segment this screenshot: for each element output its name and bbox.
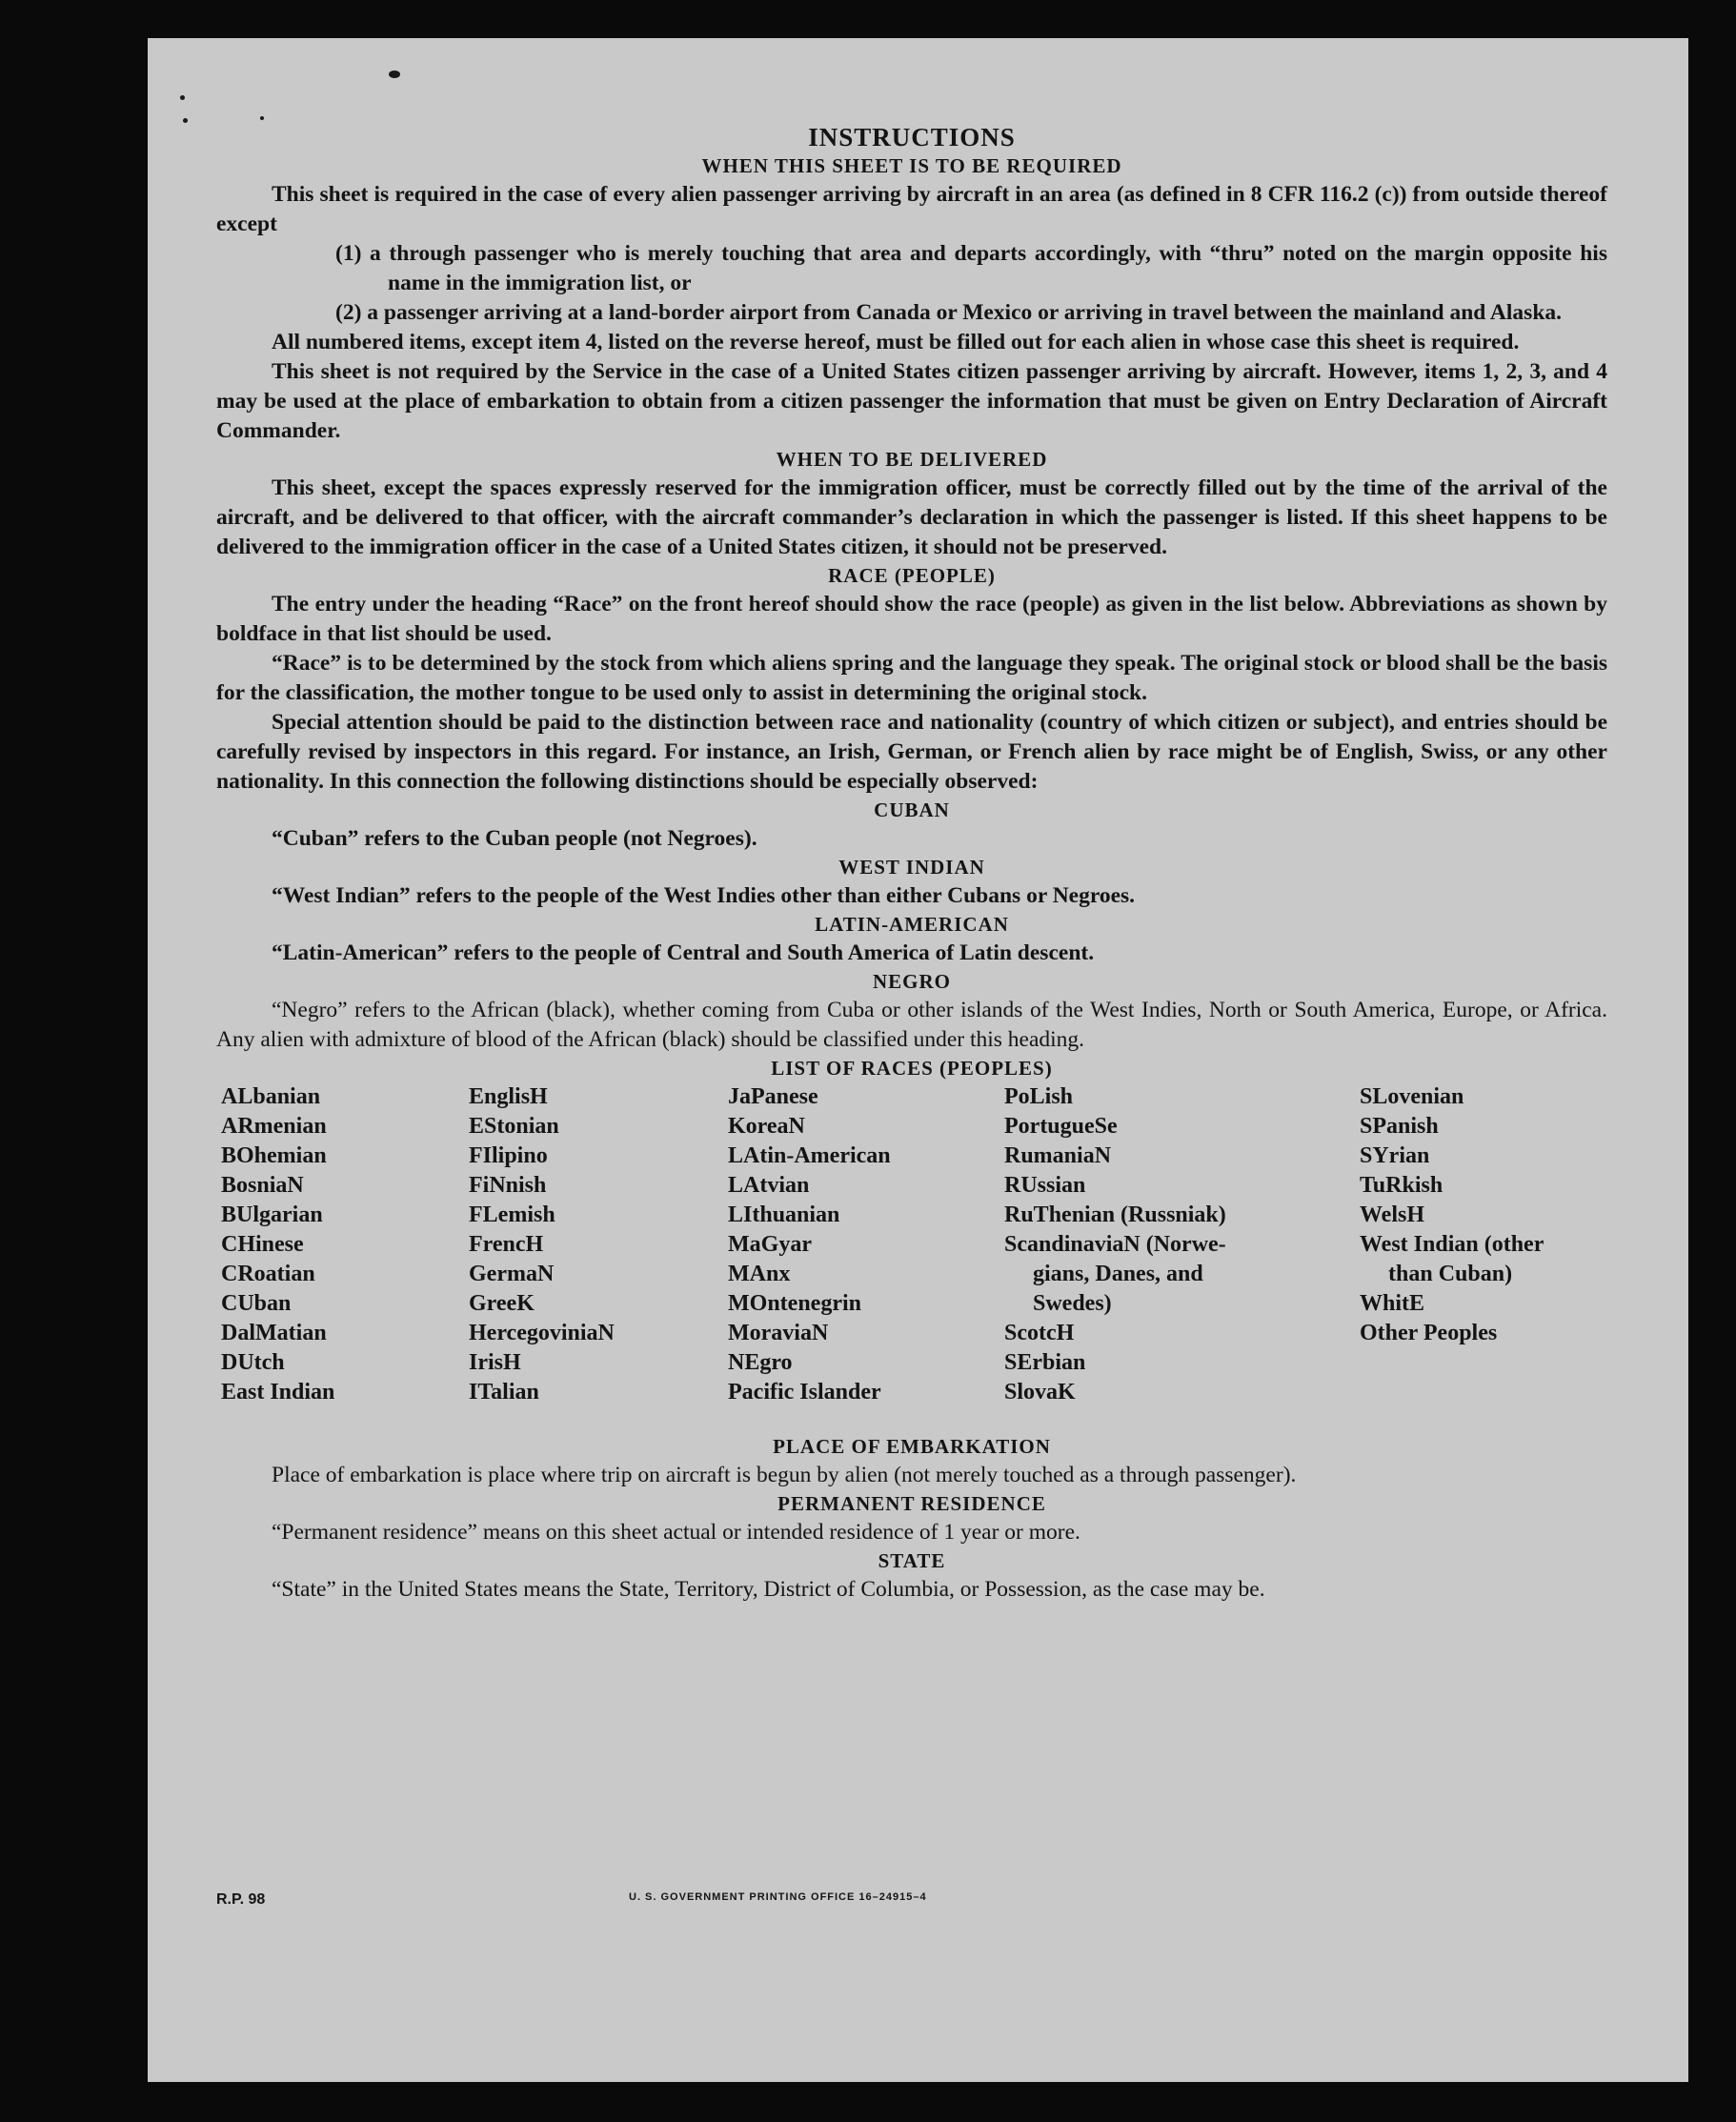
race-item: MAnx	[728, 1262, 791, 1287]
paragraph-citizen: This sheet is not required by the Service in the case of a United States citizen passenger arriving by aircraft. However, items 1, 2, 3, and 4 may be used at the place of embarkation to obtain from a citizen passenger the information that must be given on Entry Declaration of Aircraft Commander.	[216, 359, 1607, 444]
paragraph-numbered-items: All numbered items, except item 4, listed on the reverse hereof, must be filled out for each alien in whose case this sheet is required.	[272, 330, 1520, 355]
heading-race: RACE (PEOPLE)	[828, 564, 996, 588]
paragraph-delivered: This sheet, except the spaces expressly reserved for the immigration officer, must be correctly filled out by the time of the arrival of the aircraft, and be delivered to that officer, with the aircraft commander’s declaration in which the passenger is listed. If this sheet happens to be delivered to the immigration officer in the case of a United States citizen, it should not be preserved.	[216, 475, 1607, 560]
heading-embarkation: PLACE OF EMBARKATION	[773, 1435, 1051, 1459]
exception-item-2: (2) a passenger arriving at a land-border airport from Canada or Mexico or arriving in travel between the mainland and Alaska.	[335, 300, 1563, 326]
heading-west-indian: WEST INDIAN	[838, 856, 985, 879]
race-item: SLovenian	[1360, 1084, 1464, 1110]
race-item: LAtvian	[728, 1173, 810, 1199]
race-item: SlovaK	[1004, 1380, 1076, 1405]
form-number: R.P. 98	[216, 1891, 266, 1908]
race-item: DUtch	[221, 1350, 285, 1376]
ink-speck	[180, 95, 185, 100]
race-item-continuation: gians, Danes, and	[1033, 1262, 1203, 1287]
page-title: INSTRUCTIONS	[808, 123, 1016, 152]
race-item: FrencH	[469, 1232, 544, 1258]
printer-imprint: U. S. GOVERNMENT PRINTING OFFICE 16–24915–4	[629, 1891, 927, 1903]
paragraph-cuban: “Cuban” refers to the Cuban people (not Negroes).	[272, 826, 757, 852]
race-item: ScotcH	[1004, 1321, 1075, 1346]
race-item: RUssian	[1004, 1173, 1086, 1199]
race-column-5	[1360, 1082, 1544, 1348]
race-item: ScandinaviaN (Norwe-	[1004, 1232, 1226, 1258]
race-item: Pacific Islander	[728, 1380, 881, 1405]
instruction-sheet	[148, 38, 1688, 2082]
heading-when-delivered: WHEN TO BE DELIVERED	[776, 448, 1048, 472]
paragraph-negro: “Negro” refers to the African (black), whether coming from Cuba or other islands of the West Indies, North or South America, Europe, or Africa. Any alien with admixture of blood of the African (black) should be classified under this heading.	[216, 998, 1607, 1053]
race-item: WhitE	[1360, 1291, 1425, 1317]
race-item: WelsH	[1360, 1202, 1425, 1228]
race-item: West Indian (other	[1360, 1232, 1544, 1258]
race-item: RumaniaN	[1004, 1143, 1112, 1169]
race-column-4	[1004, 1082, 1226, 1407]
race-item: ARmenian	[221, 1114, 327, 1140]
races-list	[216, 1082, 1607, 1433]
race-item: PoLish	[1004, 1084, 1074, 1110]
race-column-3	[728, 1082, 891, 1407]
race-item-continuation: Swedes)	[1033, 1291, 1112, 1317]
race-item: IrisH	[469, 1350, 521, 1376]
race-column-1	[221, 1082, 334, 1407]
heading-permanent-residence: PERMANENT RESIDENCE	[777, 1492, 1046, 1516]
race-item: EStonian	[469, 1114, 559, 1140]
race-item: CHinese	[221, 1232, 304, 1258]
race-item: Other Peoples	[1360, 1321, 1498, 1346]
race-item: MoraviaN	[728, 1321, 829, 1346]
race-item: East Indian	[221, 1380, 335, 1405]
race-item: SPanish	[1360, 1114, 1439, 1140]
paragraph-west-indian: “West Indian” refers to the people of the West Indies other than either Cubans or Negroes.	[272, 883, 1136, 909]
ink-speck	[389, 71, 400, 78]
paragraph-race-entry: The entry under the heading “Race” on the front hereof should show the race (people) as given in the list below. Abbreviations as shown by boldface in that list should be used.	[216, 592, 1607, 647]
race-item: DalMatian	[221, 1321, 327, 1346]
race-item: CUban	[221, 1291, 292, 1317]
race-item-continuation: than Cuban)	[1388, 1262, 1513, 1287]
paragraph-latin-american: “Latin-American” refers to the people of Central and South America of Latin descent.	[272, 940, 1095, 966]
heading-latin-american: LATIN-AMERICAN	[815, 913, 1009, 937]
race-item: KoreaN	[728, 1114, 805, 1140]
race-item: MaGyar	[728, 1232, 812, 1258]
ink-speck	[183, 118, 188, 123]
paragraph-race-nationality: Special attention should be paid to the distinction between race and nationality (country of which citizen or subject), and entries should be carefully revised by inspectors in this regard. For instance, an Irish, German, or French alien by race might be of English, Swiss, or any other nationality. In this connection the following distinctions should be especially observed:	[216, 710, 1607, 795]
race-item: ALbanian	[221, 1084, 321, 1110]
race-item: PortugueSe	[1004, 1114, 1118, 1140]
instructions-content	[216, 122, 1607, 1605]
race-item: HercegoviniaN	[469, 1321, 615, 1346]
race-item: LAtin-American	[728, 1143, 891, 1169]
race-item: GermaN	[469, 1262, 555, 1287]
paragraph-embarkation: Place of embarkation is place where trip on aircraft is begun by alien (not merely touched as a through passenger).	[272, 1463, 1297, 1488]
paragraph-required: This sheet is required in the case of every alien passenger arriving by aircraft in an area (as defined in 8 CFR 116.2 (c)) from outside thereof except	[216, 182, 1607, 237]
paragraph-race-definition: “Race” is to be determined by the stock from which aliens spring and the language they speak. The original stock or blood shall be the basis for the classification, the mother tongue to be used only to assist in determining the original stock.	[216, 651, 1607, 706]
race-item: TuRkish	[1360, 1173, 1443, 1199]
race-item: EnglisH	[469, 1084, 548, 1110]
heading-cuban: CUBAN	[874, 798, 950, 822]
race-item: BOhemian	[221, 1143, 327, 1169]
race-item: RuThenian (Russniak)	[1004, 1202, 1226, 1228]
heading-negro: NEGRO	[872, 970, 951, 994]
race-item: BosniaN	[221, 1173, 304, 1199]
race-item: FiNnish	[469, 1173, 547, 1199]
race-item: CRoatian	[221, 1262, 315, 1287]
race-column-2	[469, 1082, 615, 1407]
paragraph-state: “State” in the United States means the State, Territory, District of Columbia, or Possession, as the case may be.	[272, 1577, 1265, 1603]
race-item: FLemish	[469, 1202, 555, 1228]
heading-list-of-races: LIST OF RACES (PEOPLES)	[771, 1057, 1053, 1081]
paragraph-permanent-residence: “Permanent residence” means on this sheet actual or intended residence of 1 year or more.	[272, 1520, 1080, 1546]
race-item: SErbian	[1004, 1350, 1086, 1376]
race-item: LIthuanian	[728, 1202, 840, 1228]
heading-when-required: WHEN THIS SHEET IS TO BE REQUIRED	[701, 154, 1122, 178]
race-item: BUlgarian	[221, 1202, 323, 1228]
race-item: NEgro	[728, 1350, 793, 1376]
heading-state: STATE	[878, 1549, 946, 1573]
race-item: SYrian	[1360, 1143, 1430, 1169]
ink-speck	[260, 116, 264, 120]
race-item: JaPanese	[728, 1084, 818, 1110]
race-item: ITalian	[469, 1380, 539, 1405]
race-item: MOntenegrin	[728, 1291, 861, 1317]
exception-item-1: (1) a through passenger who is merely touching that area and departs accordingly, with “thru” noted on the margin opposite his name in the immigration list, or	[335, 241, 1607, 296]
race-item: FIlipino	[469, 1143, 548, 1169]
race-item: GreeK	[469, 1291, 535, 1317]
